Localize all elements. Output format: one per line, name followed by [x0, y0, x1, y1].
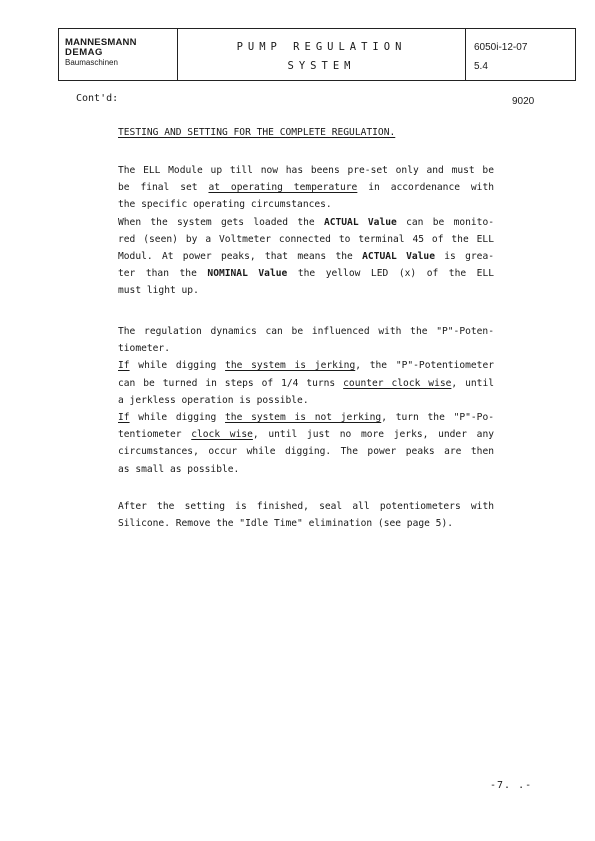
brand-subname: DEMAG [65, 47, 103, 58]
title-line-1: PUMP REGULATION [236, 41, 407, 53]
emphasis-bold: NOMINAL Value [207, 268, 288, 280]
page-number: -7. .- [490, 780, 533, 791]
reference-code: 9020 [512, 96, 535, 107]
brand-division: Baumaschinen [65, 58, 118, 67]
text-line: red (seen) by a Voltmeter connected to terminal 45 of the ELL [118, 233, 494, 245]
text-line: the specific operating circumstances. [118, 199, 332, 211]
text-line: tiometer. [118, 343, 170, 355]
text-line: Silicone. Remove the "Idle Time" elimination (see page 5). [118, 518, 454, 530]
section-heading: TESTING AND SETTING FOR THE COMPLETE REGULATION. [118, 127, 396, 138]
document-number: 6050i-12-07 [474, 42, 528, 53]
continued-label: Cont'd: [76, 93, 119, 104]
text-line: a jerkless operation is possible. [118, 394, 309, 406]
text-line: circumstances, occur while digging. The power peaks are then [118, 446, 494, 458]
paragraph-sealing [118, 498, 494, 532]
title-line-2: SYSTEM [287, 60, 356, 72]
emphasis-underline: the system is not jerking [225, 412, 382, 424]
emphasis-underline: at operating temperature [208, 182, 358, 194]
emphasis-bold: ACTUAL Value [323, 216, 397, 228]
emphasis-bold: ACTUAL Value [362, 251, 435, 263]
emphasis-underline: If [118, 412, 130, 424]
text-line: ter than the NOMINAL Value the yellow LED (x) of the ELL [118, 268, 494, 280]
emphasis-underline: clock wise [191, 429, 253, 441]
emphasis-underline: the system is jerking [225, 360, 356, 372]
text-line: as small as possible. [118, 463, 240, 475]
text-line: be final set at operating temperature in accordenance with [118, 182, 494, 194]
text-line: The ELL Module up till now has beens pre-set only and must be [118, 165, 494, 176]
paragraph-pre-set [118, 162, 494, 300]
document-reference [466, 29, 575, 80]
document-title [178, 29, 466, 80]
text-line: The regulation dynamics can be influenced with the "P"-Poten- [118, 326, 494, 337]
text-line: can be turned in steps of 1/4 turns counter clock wise, until [118, 377, 494, 389]
section-number: 5.4 [474, 61, 488, 72]
company-logo [59, 29, 178, 80]
text-line: If while digging the system is jerking, the "P"-Potentiometer [118, 360, 494, 372]
paragraph-dynamics [118, 323, 494, 478]
header-box [58, 28, 576, 81]
text-line: must light up. [118, 285, 199, 297]
emphasis-underline: If [118, 360, 130, 372]
text-line: When the system gets loaded the ACTUAL Value can be monito- [118, 216, 494, 228]
text-line: After the setting is finished, seal all potentiometers with [118, 501, 494, 512]
text-line: Modul. At power peaks, that means the ACTUAL Value is grea- [118, 251, 494, 263]
emphasis-underline: counter clock wise [343, 377, 452, 389]
text-line: tentiometer clock wise, until just no more jerks, under any [118, 429, 494, 441]
brand-name: MANNESMANN [65, 37, 137, 48]
text-line: If while digging the system is not jerking, turn the "P"-Po- [118, 412, 494, 424]
